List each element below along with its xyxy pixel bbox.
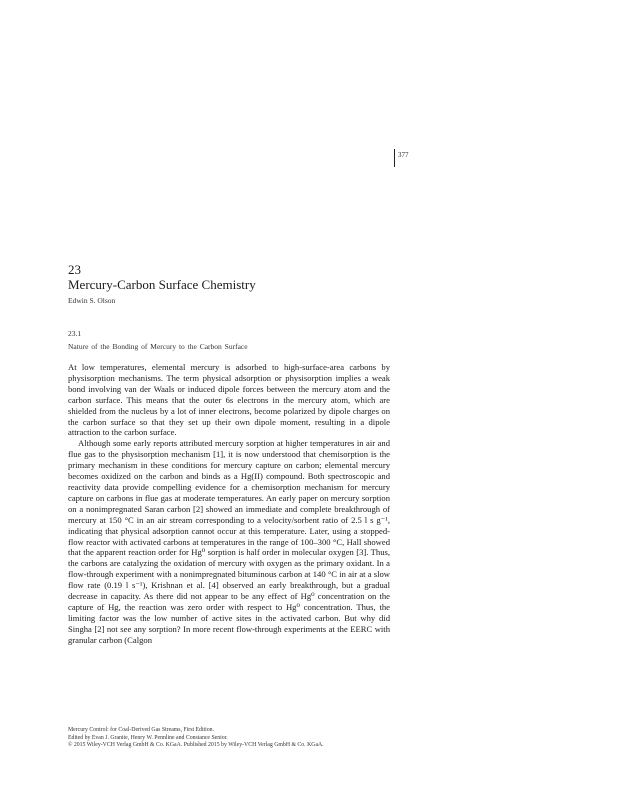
page-number: 377 bbox=[398, 151, 409, 159]
section-title: Nature of the Bonding of Mercury to the Carbon Surface bbox=[68, 342, 248, 351]
section-number: 23.1 bbox=[68, 329, 82, 338]
body-paragraph-1: At low temperatures, elemental mercury is adsorbed to high-surface-area carbons by physisorption mechanisms. The term physical adsorption or physisorption implies a weak bond involving van der Waals or induced dipole forces between the mercury atom and the carbon surface. This means that the outer 6s electrons in the mercury atom, which are shielded from the nucleus by a lot of inner electrons, become polarized by dipole charges on the carbon surface so that they set up their own dipole moment, resulting in a dipole attraction to the carbon surface. bbox=[68, 362, 390, 438]
chapter-title: Mercury-Carbon Surface Chemistry bbox=[68, 277, 256, 292]
footer-copyright: © 2015 Wiley-VCH Verlag GmbH & Co. KGaA. Published 2015 by Wiley-VCH Verlag GmbH & Co. KGaA. bbox=[68, 742, 324, 749]
footer-book-title: Mercury Control: for Coal-Derived Gas Streams, First Edition. bbox=[68, 727, 215, 733]
chapter-number: 23 bbox=[68, 262, 81, 277]
body-paragraph-2: Although some early reports attributed mercury sorption at higher temperatures in air and flue gas to the physisorption mechanism [1], it is now understood that chemisorption is the primary mechanism in these conditions for mercury capture on carbon; elemental mercury becomes oxidized on the carbon and binds as a Hg(II) compound. Both spectroscopic and reactivity data provide compelling evidence for a chemisorption mechanism for mercury capture on carbons in flue gas at moderate temperatures. An early paper on mercury sorption on a nonimpregnated Saran carbon [2] showed an immediate and complete breakthrough of mercury at 150 °C in an air stream corresponding to a velocity/sorbent ratio of 2.5 l s g⁻¹, indicating that physical adsorption cannot occur at this temperature. Later, using a stopped-flow reactor with activated carbons at temperatures in the range of 100–300 °C, Hall showed that the apparent reaction order for Hg⁰ sorption is half order in molecular oxygen [3]. Thus, the carbons are catalyzing the oxidation of mercury with oxygen as the primary oxidant. In a flow-through experiment with a nonimpregnated bituminous carbon at 140 °C in air at a slow flow rate (0.19 l s⁻¹), Krishnan et al. [4] observed an early breakthrough, but a gradual decrease in capacity. As there did not appear to be any effect of Hg⁰ concentration on the capture of Hg, the reaction was zero order with respect to Hg⁰ concentration. Thus, the limiting factor was the low number of active sites in the activated carbon. But why did Singha [2] not see any sorption? In more recent flow-through experiments at the EERC with granular carbon (Calgon bbox=[68, 438, 390, 645]
chapter-author: Edwin S. Olson bbox=[68, 296, 116, 305]
body-text bbox=[68, 362, 390, 646]
footer-editors: Edited by Evan J. Granite, Henry W. Pennline and Constance Senior. bbox=[68, 734, 228, 741]
page-number-rule bbox=[394, 149, 395, 167]
copyright-footer bbox=[68, 727, 324, 750]
